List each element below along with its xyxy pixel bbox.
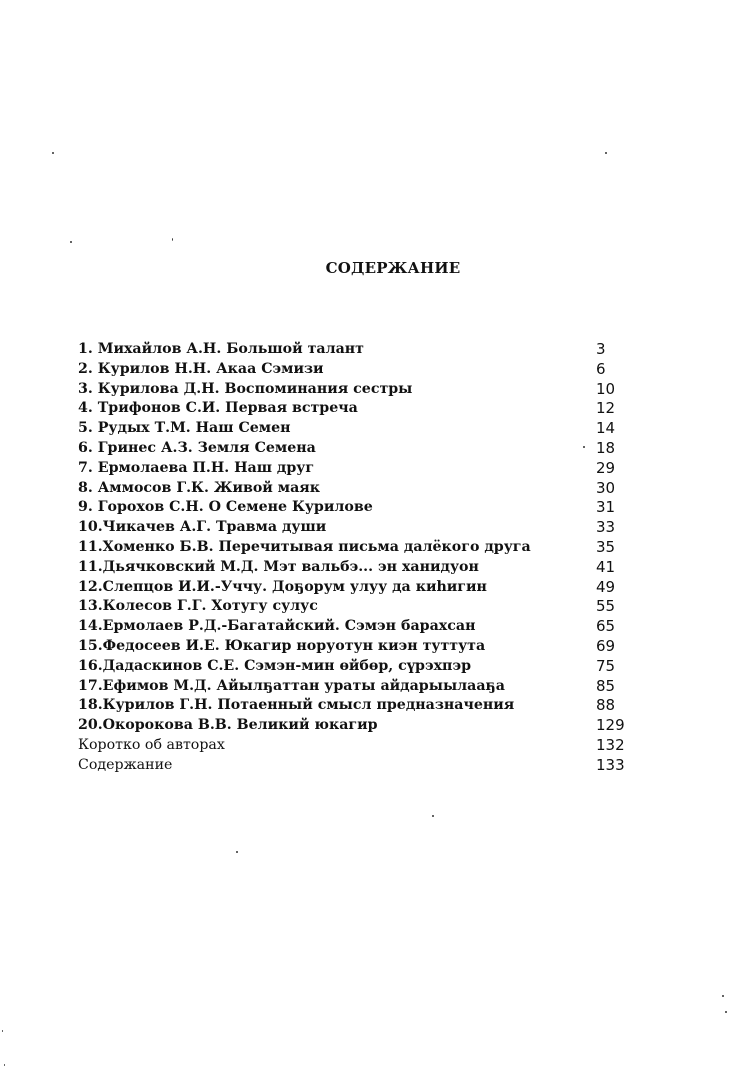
scan-speck (432, 815, 434, 817)
toc-entry (78, 756, 638, 776)
toc-entry (78, 479, 638, 499)
toc-entry-page: 33 (596, 518, 616, 537)
toc-entry-page: 3 (596, 340, 606, 358)
toc-entry-text: 4. Трифонов С.И. Первая встреча (78, 400, 358, 417)
scan-speck (70, 241, 72, 243)
toc-entry-page: 30 (596, 478, 616, 497)
toc-entry (78, 637, 638, 657)
toc-entry-text: Содержание (78, 756, 173, 773)
scan-speck (605, 152, 607, 154)
scan-speck (4, 1064, 5, 1066)
toc-entry-text: 6. Гринес А.З. Земля Семена (78, 439, 316, 456)
toc-entry-page: 133 (596, 755, 625, 774)
scan-speck (236, 851, 238, 853)
toc-entry (78, 677, 638, 697)
toc-entry (78, 340, 638, 360)
scan-speck (172, 238, 173, 241)
toc-entry (78, 716, 638, 736)
toc-entry-page: 49 (596, 577, 616, 596)
scan-speck (722, 995, 724, 997)
toc-entry (78, 439, 638, 459)
toc-entry (78, 498, 638, 518)
toc-entry-page: 129 (596, 716, 625, 735)
toc-entry-text: 13.Колесов Г.Г. Хотугу сулус (78, 598, 318, 615)
toc-entry-text: 14.Ермолаев Р.Д.-Багатайский. Сэмэн барахсан (78, 618, 476, 635)
toc-entry-text: 2. Курилов Н.Н. Акаа Сэмизи (78, 360, 324, 377)
toc-entry-page: 10 (596, 379, 616, 398)
toc-entry-page: 88 (596, 696, 616, 715)
table-of-contents (78, 340, 638, 776)
toc-entry-text: 11.Хоменко Б.В. Перечитывая письма далёкого друга (78, 538, 531, 555)
toc-entry (78, 558, 638, 578)
toc-entry-page: 31 (596, 498, 616, 517)
toc-entry-page: 132 (596, 735, 625, 754)
toc-entry-text: 7. Ермолаева П.Н. Наш друг (78, 459, 315, 476)
toc-entry-text: Коротко об авторах (78, 736, 225, 753)
toc-entry (78, 578, 638, 598)
toc-entry (78, 617, 638, 637)
toc-entry (78, 736, 638, 756)
toc-entry-page: 55 (596, 597, 616, 616)
toc-entry-page: 14 (596, 419, 616, 438)
toc-entry-page: 69 (596, 636, 616, 655)
toc-entry-text: 20.Окорокова В.В. Великий юкагир (78, 717, 378, 734)
toc-entry-text: 11.Дьячковский М.Д. Мэт вальбэ... эн ханидуон (78, 558, 479, 575)
toc-entry-text: 16.Дадаскинов С.Е. Сэмэн-мин өйбөр, сүрэхпэр (78, 657, 472, 674)
scan-speck (583, 446, 585, 448)
toc-entry-page: 75 (596, 656, 616, 675)
toc-entry-text: 3. Курилова Д.Н. Воспоминания сестры (78, 380, 413, 397)
toc-entry-page: 41 (596, 557, 616, 576)
toc-entry (78, 597, 638, 617)
toc-entry (78, 459, 638, 479)
toc-entry (78, 518, 638, 538)
scan-speck (52, 152, 54, 154)
toc-entry-text: 8. Аммосов Г.К. Живой маяк (78, 479, 320, 496)
toc-entry (78, 399, 638, 419)
toc-entry-text: 15.Федосеев И.Е. Юкагир норуотун киэн туттута (78, 637, 486, 654)
toc-entry-text: 1. Михайлов А.Н. Большой талант (78, 341, 364, 357)
page-title: СОДЕРЖАНИЕ (325, 259, 461, 277)
toc-entry (78, 360, 638, 380)
toc-entry (78, 657, 638, 677)
toc-entry-page: 6 (596, 359, 606, 378)
toc-entry (78, 538, 638, 558)
toc-entry-page: 65 (596, 617, 616, 636)
toc-entry (78, 380, 638, 400)
toc-entry-text: 9. Горохов С.Н. О Семене Курилове (78, 499, 373, 516)
toc-entry-page: 85 (596, 676, 616, 695)
toc-entry-page: 35 (596, 537, 616, 556)
toc-entry (78, 419, 638, 439)
toc-entry-text: 17.Ефимов М.Д. Айылҕаттан ураты айдарыылааҕа (78, 677, 505, 694)
toc-entry-text: 5. Рудых Т.М. Наш Семен (78, 420, 291, 437)
scan-speck (2, 1030, 3, 1032)
scan-speck (725, 1011, 727, 1013)
toc-entry-text: 12.Слепцов И.И.-Уччу. Доҕорум улуу да киһигин (78, 578, 487, 595)
toc-entry-page: 12 (596, 399, 616, 418)
toc-entry (78, 696, 638, 716)
toc-entry-page: 29 (596, 458, 616, 477)
toc-entry-text: 18.Курилов Г.Н. Потаенный смысл предназначения (78, 697, 515, 714)
toc-entry-text: 10.Чикачев А.Г. Травма души (78, 519, 327, 536)
toc-entry-page: 18 (596, 438, 616, 457)
